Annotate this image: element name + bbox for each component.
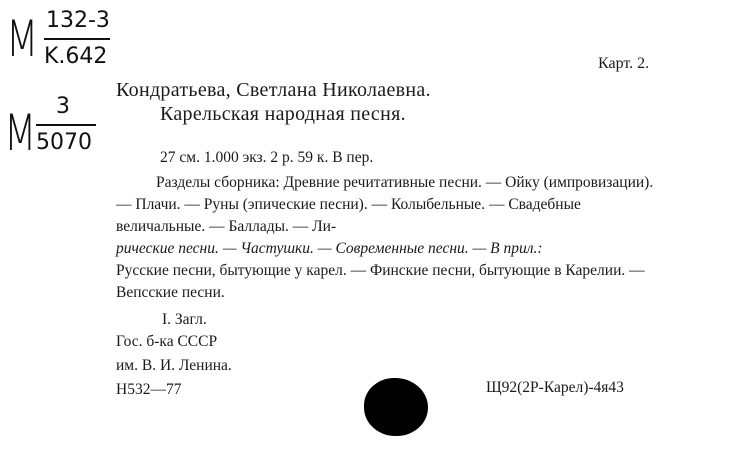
handwritten-fraction-line-2 [36,124,96,126]
handwritten-mark-bottom-1: K.642 [44,44,108,69]
contents-note [116,172,668,304]
contents-text: Разделы сборника: Древние речитативные песни. — Ойку (импровизации). — Плачи. — Руны (эпические песни). — Колыбельные. — Свадебные величальные. — Баллады. — Ли- [116,174,654,235]
handwritten-fraction-line-1 [44,38,110,40]
contents-italic-line: рические песни. — Частушки. — Современные песни. — В [116,240,500,257]
classification-number: Щ92(2Р-Карел)-4я43 [486,379,624,396]
contents-appendix: прил.: [503,240,543,257]
handwritten-mark-letter-2: M [4,104,37,162]
library-name-2: им. В. И. Ленина. [116,357,232,374]
handwritten-mark-top-1: 132-3 [46,8,110,33]
book-title: Карельская народная песня. [160,103,406,125]
handwritten-mark-letter-1: M [6,10,39,68]
physical-description: 27 см. 1.000 экз. 2 р. 59 к. В пер. [160,149,374,166]
contents-appendix-text: Русские песни, бытующие у карел. — Финские песни, бытующие в Карелии. — Вепсские песни. [116,262,645,301]
author-heading: Кондратьева, Светлана Николаевна. [116,79,431,101]
card-number-left: Н532—77 [116,381,182,398]
handwritten-mark-top-2: 3 [56,94,70,119]
card-number: Карт. 2. [598,55,650,72]
ink-blot [364,378,428,436]
library-name: Гос. б-ка СССР [116,333,218,350]
handwritten-mark-bottom-2: 5070 [36,130,92,155]
tracing: I. Загл. [162,311,207,328]
